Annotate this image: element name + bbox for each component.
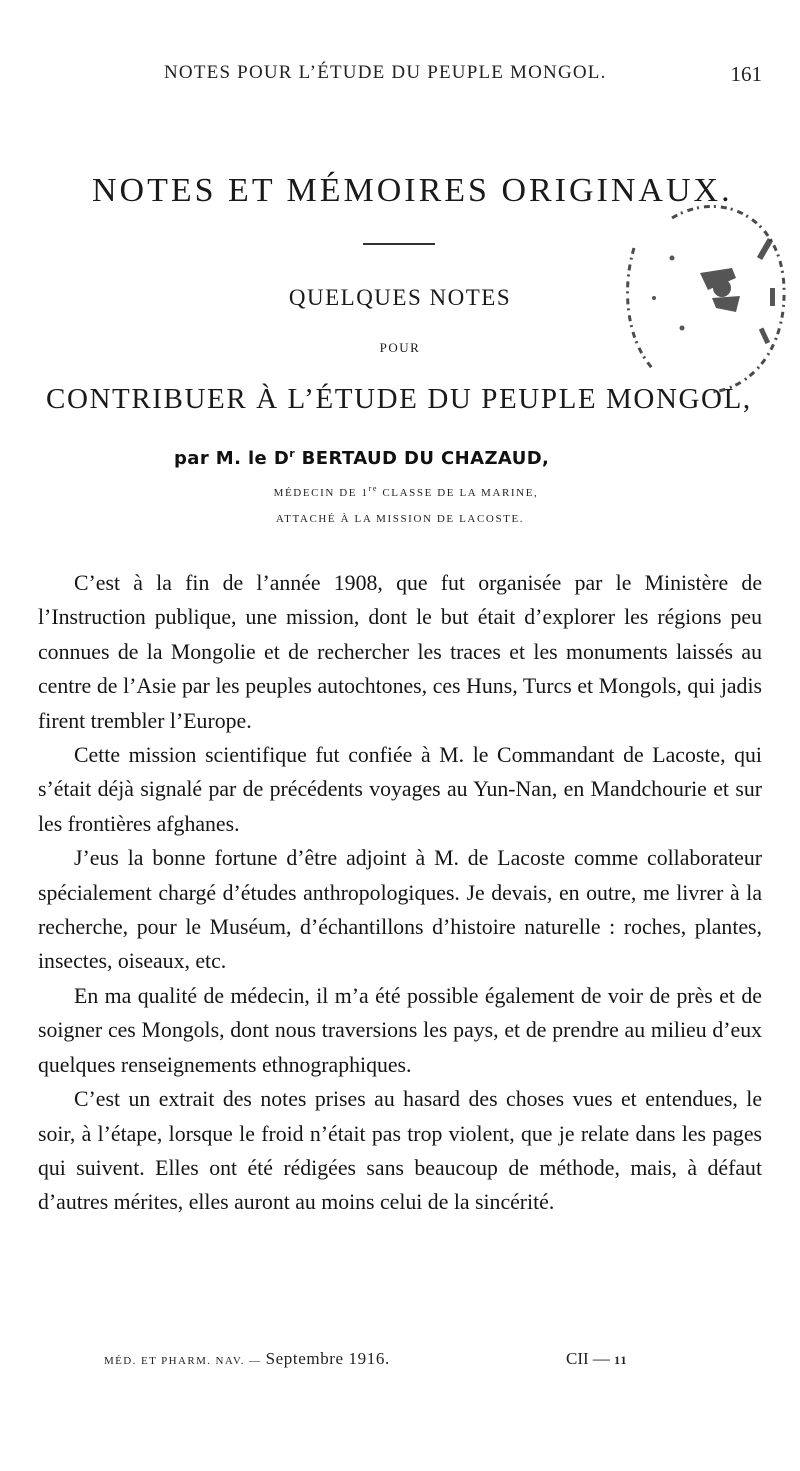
running-head xyxy=(0,62,800,94)
paragraph: C’est à la fin de l’année 1908, que fut organisée par le Ministère de l’Instruction publique, une mission, dont le but était d’explorer les régions peu connues de la Mongolie et de rechercher les traces et les monuments laissés au centre de l’Asie par les peuples autochtones, ces Huns, Turcs et Mongols, qui jadis firent trembler l’Europe. xyxy=(38,571,762,733)
article-title-line2: POUR xyxy=(379,340,421,355)
author-affiliation-2: ATTACHÉ À LA MISSION DE LACOSTE. xyxy=(275,513,525,525)
byline-prefix: par M. le D xyxy=(174,448,290,469)
affiliation-1b: CLASSE DE LA MARINE, xyxy=(377,487,539,499)
issue-date: Septembre 1916. xyxy=(265,1349,390,1368)
running-title: NOTES POUR L’ÉTUDE DU PEUPLE MONGOL. xyxy=(164,62,607,83)
title-rule xyxy=(363,243,435,245)
footer-journal xyxy=(104,1349,390,1369)
author-name: BERTAUD DU CHAZAUD, xyxy=(295,448,550,469)
affiliation-1-sup: re xyxy=(368,484,378,493)
paragraph: C’est un extrait des notes prises au hasard des choses vues et entendues, le soir, à l’étape, lorsque le froid n’était pas trop violent, que je relate dans les pages qui suivent. Elles ont été rédigées sans beaucoup de méthode, mais, à défaut d’autres mérites, elles auront au moins celui de la sincérité. xyxy=(38,1087,762,1215)
author-affiliation-1 xyxy=(0,484,800,499)
paragraph: J’eus la bonne fortune d’être adjoint à M. de Lacoste comme collaborateur spécialement chargé d’études anthropologiques. Je devais, en outre, me livrer à la recherche, pour le Muséum, d’échantillons d’histoire naturelle : roches, plantes, insectes, oiseaux, etc. xyxy=(38,846,762,974)
journal-abbrev: MÉD. ET PHARM. NAV. — xyxy=(104,1355,266,1367)
library-stamp-icon xyxy=(612,178,790,402)
volume-number: CII — xyxy=(566,1349,615,1368)
paragraph: En ma qualité de médecin, il m’a été possible également de voir de près et de soigner ces Mongols, dont nous traversions les pays, et de prendre au milieu d’eux quelques renseignements ethnographiques. xyxy=(38,983,762,1077)
affiliation-1a: MÉDECIN DE 1 xyxy=(273,487,369,499)
article-title-line3: CONTRIBUER À L’ÉTUDE DU PEUPLE MONGOL, xyxy=(46,383,752,415)
article-title-line1: QUELQUES NOTES xyxy=(288,285,512,310)
footer-volume xyxy=(566,1349,628,1369)
byline-sup: r xyxy=(289,447,296,460)
author-byline xyxy=(174,447,549,469)
page-number: 161 xyxy=(730,62,762,86)
signature-mark: 11 xyxy=(614,1353,628,1367)
section-title: NOTES ET MÉMOIRES ORIGINAUX. xyxy=(92,172,733,209)
body-text xyxy=(38,566,762,1220)
paragraph: Cette mission scientifique fut confiée à M. le Commandant de Lacoste, qui s’était déjà signalé par de précédents voyages au Yun-Nan, en Mandchourie et sur les frontières afghanes. xyxy=(38,743,762,836)
page-footer xyxy=(0,1349,800,1379)
